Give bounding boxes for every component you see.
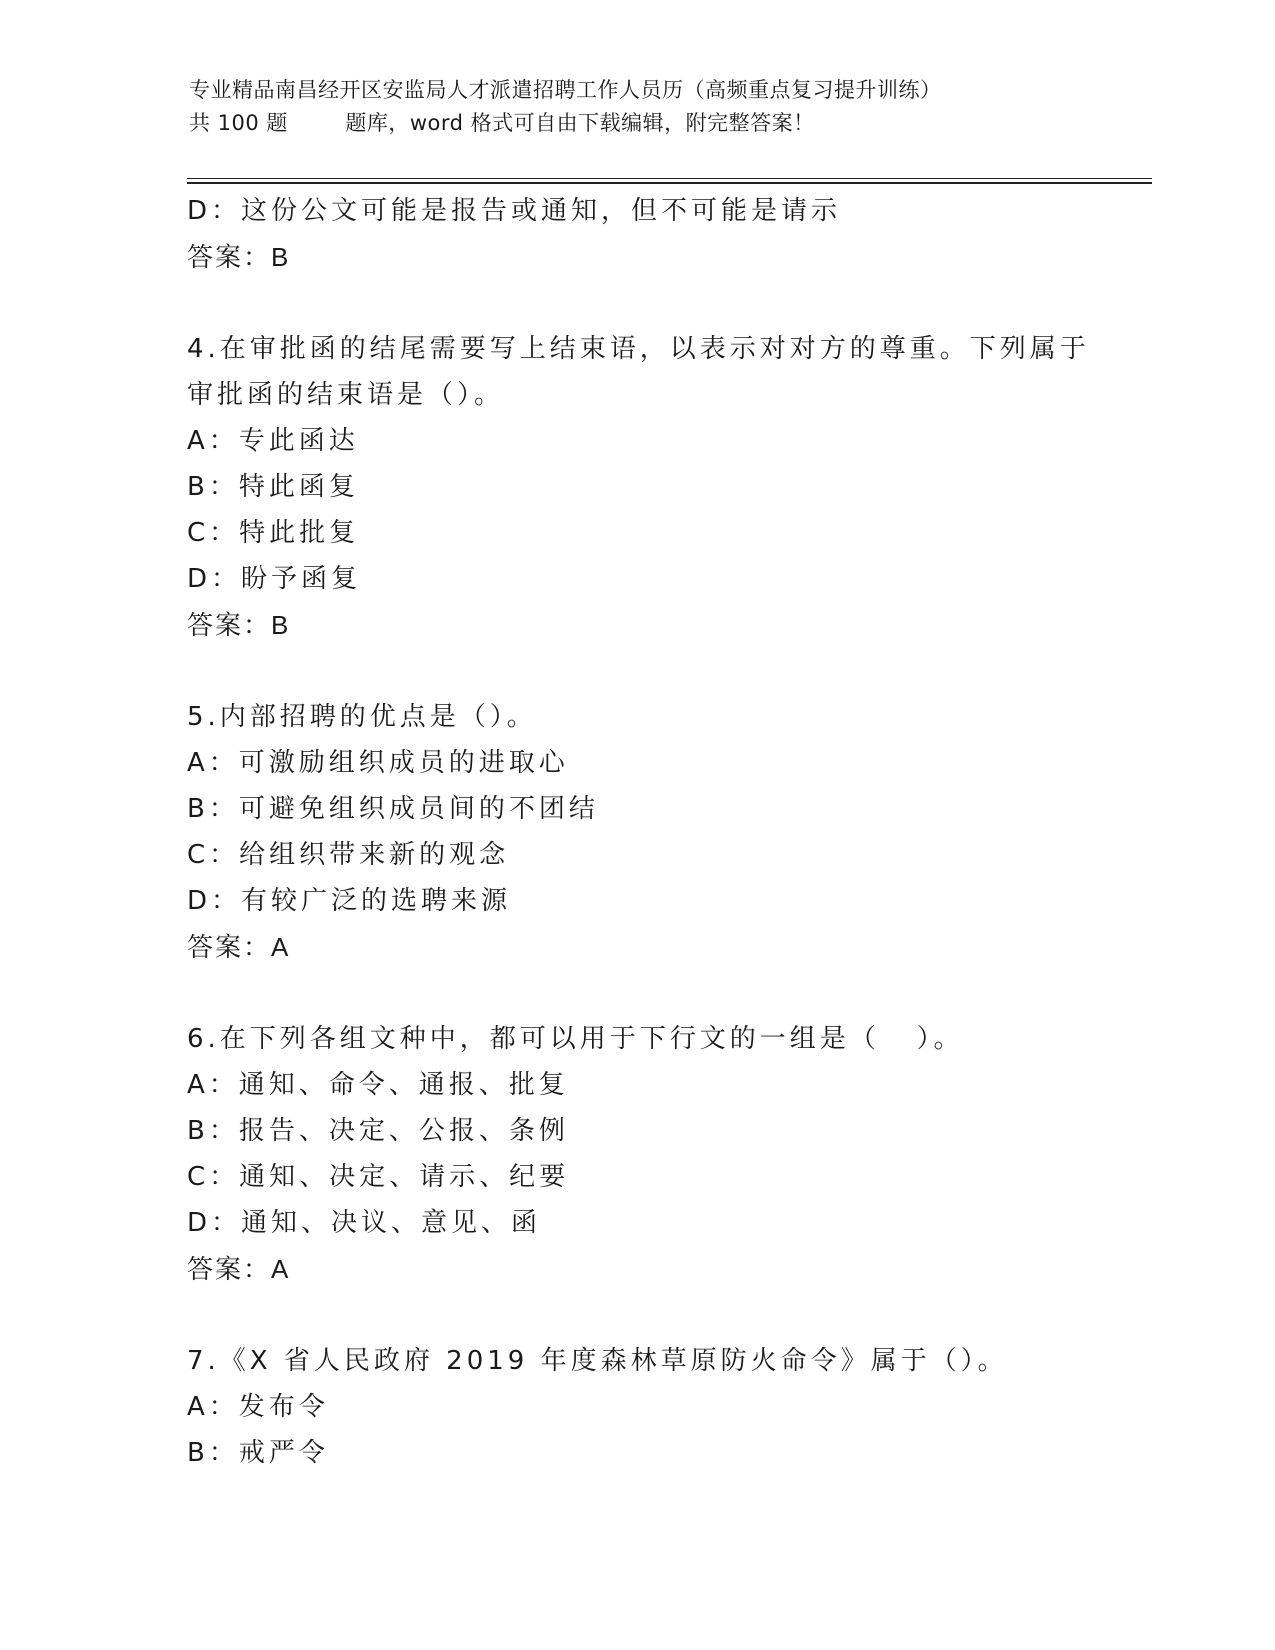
option-a: A：发布令: [187, 1392, 329, 1422]
option-d: D：盼予函复: [187, 564, 362, 594]
option-c: C：给组织带来新的观念: [187, 840, 510, 870]
question-7: [187, 1338, 1067, 1476]
spacer: [187, 280, 1067, 326]
question-stem: 7.《X 省人民政府 2019 年度森林草原防火命令》属于（）。: [187, 1346, 1008, 1376]
option-b: B：特此函复: [187, 472, 359, 502]
answer-label: 答案：A: [187, 1254, 291, 1284]
option-c: C：通知、决定、请示、纪要: [187, 1162, 570, 1192]
question-5: [187, 694, 1067, 970]
header-subtitle-line: 共 100 题 题库，word 格式可自由下载编辑，附完整答案！: [189, 111, 815, 135]
option-b: B：可避免组织成员间的不团结: [187, 794, 599, 824]
answer-label: 答案：B: [187, 242, 291, 272]
option-a: A：专此函达: [187, 426, 359, 456]
option-a: A：可激励组织成员的进取心: [187, 748, 569, 778]
header-divider-thin: [187, 178, 1152, 179]
option-b: B：报告、决定、公报、条例: [187, 1116, 569, 1146]
spacer: [187, 970, 1067, 1016]
option-d: D：有较广泛的选聘来源: [187, 886, 512, 916]
option-b: B：戒严令: [187, 1438, 329, 1468]
answer-label: 答案：B: [187, 610, 291, 640]
option-d: D：通知、决议、意见、函: [187, 1208, 542, 1238]
answer-label: 答案：A: [187, 932, 291, 962]
question-6: [187, 1016, 1067, 1292]
header-divider-thick: [187, 182, 1152, 184]
question-stem: 6.在下列各组文种中，都可以用于下行文的一组是（ ）。: [187, 1024, 964, 1054]
document-header: [189, 74, 1089, 140]
option-d: D：这份公文可能是报告或通知，但不可能是请示: [187, 196, 842, 226]
spacer: [187, 1292, 1067, 1338]
spacer: [187, 648, 1067, 694]
question-3-tail: [187, 188, 1067, 280]
option-a: A：通知、命令、通报、批复: [187, 1070, 569, 1100]
option-c: C：特此批复: [187, 518, 360, 548]
question-stem: 4.在审批函的结尾需要写上结束语，以表示对对方的尊重。下列属于: [187, 334, 1090, 364]
question-list: [187, 188, 1090, 1476]
question-stem: 5.内部招聘的优点是（）。: [187, 702, 537, 732]
question-4: [187, 326, 1090, 648]
question-stem-continued: 审批函的结束语是（）。: [187, 380, 505, 410]
header-title-line: 专业精品南昌经开区安监局人才派遣招聘工作人员历（高频重点复习提升训练）: [189, 78, 942, 102]
